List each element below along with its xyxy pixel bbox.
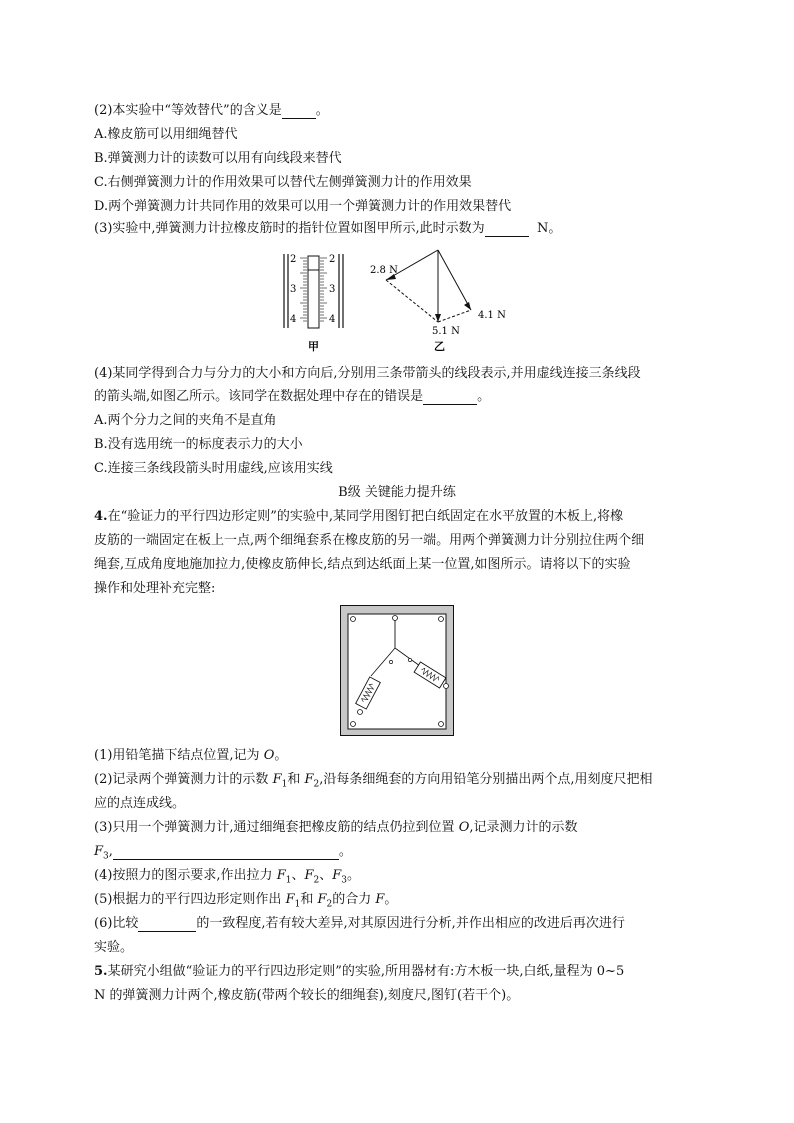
answer-blank[interactable] <box>423 391 477 405</box>
q4-step6-line2: 实验。 <box>94 940 134 955</box>
q3-part4-line2: 的箭头端,如图乙所示。该同学在数据处理中存在的错误是 。 <box>94 389 491 404</box>
q4-number: 4. <box>94 509 108 524</box>
q5-line1: 5.某研究小组做“验证力的平行四边形定则”的实验,所用器材有:方木板一块,白纸,量程为 0~5 <box>94 964 625 979</box>
q5-number: 5. <box>94 964 108 979</box>
q4-step2-line2: 应的点连成线。 <box>94 796 186 811</box>
q3-part4-option-c: C.连接三条线段箭头时用虚线,应该用实线 <box>94 461 333 476</box>
q3-part3-stem: (3)实验中,弹簧测力计拉橡皮筋时的指针位置如图甲所示,此时示数为 N。 <box>94 221 562 236</box>
scale-right-2: 2 <box>329 254 336 265</box>
q4-line3: 绳套,互成角度地施加拉力,使橡皮筋伸长,结点到达纸面上某一位置,如图所示。请将以下的实验 <box>94 557 631 572</box>
q4-step3-line2: $F_3$, 。 <box>94 844 352 862</box>
q3-part4-line1: (4)某同学得到合力与分力的大小和方向后,分别用三条带箭头的线段表示,并用虚线连接三条线段 <box>94 366 641 381</box>
scale-left-3: 3 <box>290 284 297 295</box>
scale-left-2: 2 <box>290 254 297 265</box>
figure-jia-spring-scale <box>280 248 350 356</box>
q3-option-a: A.橡皮筋可以用细绳替代 <box>94 127 238 142</box>
force-label-2-8n: 2.8 N <box>370 265 398 276</box>
figure-board-experiment <box>340 605 455 737</box>
q4-line1: 4.在“验证力的平行四边形定则”的实验中,某同学用图钉把白纸固定在水平放置的木板上,将橡 <box>94 509 624 524</box>
answer-blank[interactable] <box>113 846 339 860</box>
section-b-title: B级 关键能力提升练 <box>338 485 456 500</box>
q4-line4: 操作和处理补充完整: <box>94 581 216 596</box>
q3-part4-option-b: B.没有选用统一的标度表示力的大小 <box>94 437 303 452</box>
figure-yi-caption: 乙 <box>434 340 445 353</box>
q5-line2: N 的弹簧测力计两个,橡皮筋(带两个较长的细绳套),刻度尺,图钉(若干个)。 <box>94 988 520 1003</box>
figure-yi-force-diagram <box>368 248 518 356</box>
q3-option-b: B.弹簧测力计的读数可以用有向线段来替代 <box>94 151 342 166</box>
q3-option-d: D.两个弹簧测力计共同作用的效果可以用一个弹簧测力计的作用效果替代 <box>94 199 512 214</box>
q4-step6-line1: (6)比较 的一致程度,若有较大差异,对其原因进行分析,并作出相应的改进后再次进行 <box>94 916 625 931</box>
force-label-5-1n: 5.1 N <box>432 326 460 337</box>
scale-right-4: 4 <box>329 314 336 325</box>
q4-step2-line1: (2)记录两个弹簧测力计的示数 $F_1$和 $F_2$,沿每条细绳套的方向用铅笔分别描出两个点,用刻度尺把相 <box>94 772 653 790</box>
scale-right-3: 3 <box>329 284 336 295</box>
force-label-4-1n: 4.1 N <box>478 310 506 321</box>
answer-blank[interactable] <box>485 223 529 237</box>
scale-left-4: 4 <box>290 314 297 325</box>
q4-step1: (1)用铅笔描下结点位置,记为 O。 <box>94 748 288 763</box>
q4-step3-line1: (3)只用一个弹簧测力计,通过细绳套把橡皮筋的结点仍拉到位置 O,记录测力计的示数 <box>94 820 578 835</box>
q4-line2: 皮筋的一端固定在板上一点,两个细绳套系在橡皮筋的另一端。用两个弹簧测力计分别拉住两个细 <box>94 533 645 548</box>
q4-step5: (5)根据力的平行四边形定则作出 $F_1$和 $F_2$的合力 F。 <box>94 892 398 910</box>
answer-blank[interactable] <box>138 918 196 932</box>
q3-option-c: C.右侧弹簧测力计的作用效果可以替代左侧弹簧测力计的作用效果 <box>94 175 472 190</box>
q3-part4-option-a: A.两个分力之间的夹角不是直角 <box>94 413 277 428</box>
q4-step4: (4)按照力的图示要求,作出拉力 $F_1$、$F_2$、$F_3$。 <box>94 868 361 886</box>
figure-jia-caption: 甲 <box>308 340 319 353</box>
answer-blank[interactable] <box>282 105 316 119</box>
q3-part2-stem: (2)本实验中“等效替代”的含义是 。 <box>94 103 329 118</box>
